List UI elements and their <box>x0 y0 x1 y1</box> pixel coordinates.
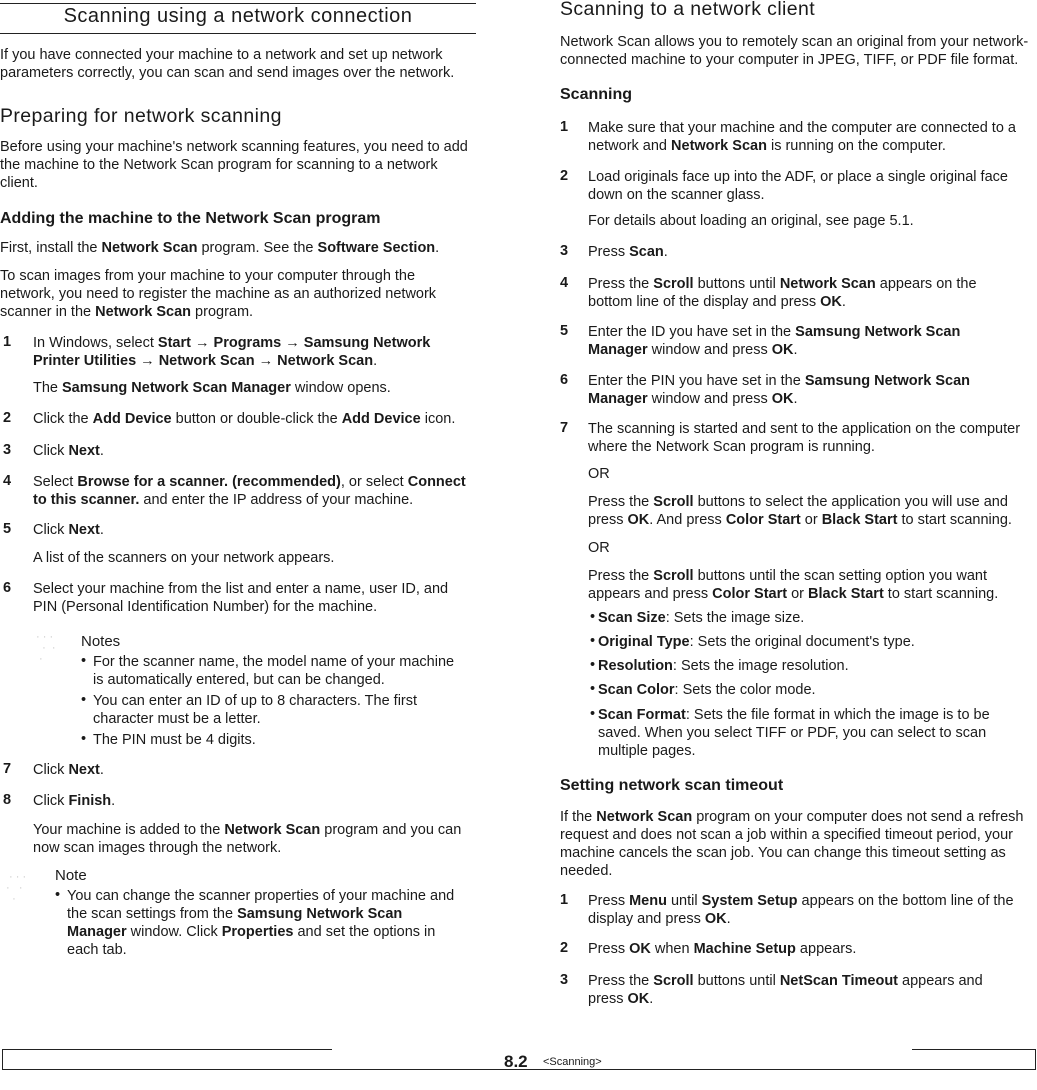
intro-paragraph: If you have connected your machine to a network and set up network parameters correctly, you can scan and send images over the network. <box>0 47 455 81</box>
chapter-rule-top <box>0 3 476 4</box>
step-number: 4 <box>3 473 12 489</box>
page-number: 8.2 <box>504 1052 528 1071</box>
preparing-paragraph: Before using your machine's network scanning features, you need to add the machine to the Network Scan program for scanning to a network client. <box>0 139 468 191</box>
step-number: 2 <box>3 410 12 426</box>
step-number: 4 <box>560 275 569 291</box>
step-number: 6 <box>560 372 569 388</box>
right-step-2-detail: For details about loading an original, see page 5.1. <box>588 213 914 229</box>
step-number: 7 <box>3 761 12 777</box>
footer-rule-right <box>912 1049 1035 1050</box>
preparing-heading: Preparing for network scanning <box>0 105 282 127</box>
chapter-rule-bottom <box>0 33 476 34</box>
step-number: 3 <box>560 972 569 988</box>
step-number: 6 <box>3 580 12 596</box>
right-step-7-alt-1: Press the Scroll buttons to select the application you will use and press OK. And press Color Start or Black Start to start scanning. <box>588 494 1012 528</box>
timeout-heading: Setting network scan timeout <box>560 777 784 794</box>
note-title: Note <box>55 867 87 884</box>
install-paragraph: First, install the Network Scan program. See the Software Section. <box>0 240 440 256</box>
note-icon: · · · · · · <box>6 871 27 905</box>
step-number: 1 <box>560 119 569 135</box>
step-number: 3 <box>3 442 12 458</box>
step-number: 1 <box>560 892 569 908</box>
notes-icon: · · · · · · <box>36 631 56 665</box>
scanning-heading: Scanning <box>560 86 633 103</box>
step-number: 7 <box>560 420 569 436</box>
step-number: 5 <box>560 323 569 339</box>
register-paragraph: To scan images from your machine to your computer through the network, you need to register the machine as an authorized network scanner in the Network Scan program. <box>0 268 437 320</box>
step-number: 2 <box>560 168 569 184</box>
left-step-1-result: The Samsung Network Scan Manager window opens. <box>33 380 391 396</box>
step-number: 8 <box>3 792 12 808</box>
step-number: 1 <box>3 334 12 350</box>
network-client-heading: Scanning to a network client <box>560 0 816 20</box>
step-number: 2 <box>560 940 569 956</box>
step-number: 5 <box>3 521 12 537</box>
chapter-title: Scanning using a network connection <box>63 5 413 27</box>
footer-rule-left <box>2 1049 332 1050</box>
or-separator: OR <box>588 466 610 482</box>
timeout-paragraph: If the Network Scan program on your computer does not send a refresh request and does not scan a job within a specified timeout period, your machine cancels the scan job. You can change this timeout setting as needed. <box>560 809 1024 879</box>
network-client-intro: Network Scan allows you to remotely scan an original from your network- connected machine to your computer in JPEG, TIFF, or PDF file format. <box>560 34 1029 68</box>
page-section-label: <Scanning> <box>543 1056 602 1068</box>
right-step-7-alt-2: Press the Scroll buttons until the scan setting option you want appears and press Color Start or Black Start to start scanning. <box>588 568 999 602</box>
left-step-8-result: Your machine is added to the Network Scan program and you can now scan images through the network. <box>33 822 462 856</box>
step-number: 3 <box>560 243 569 259</box>
left-step-5-result: A list of the scanners on your network appears. <box>33 550 335 566</box>
adding-heading: Adding the machine to the Network Scan program <box>0 210 381 227</box>
notes-title: Notes <box>81 633 121 650</box>
or-separator: OR <box>588 540 610 556</box>
